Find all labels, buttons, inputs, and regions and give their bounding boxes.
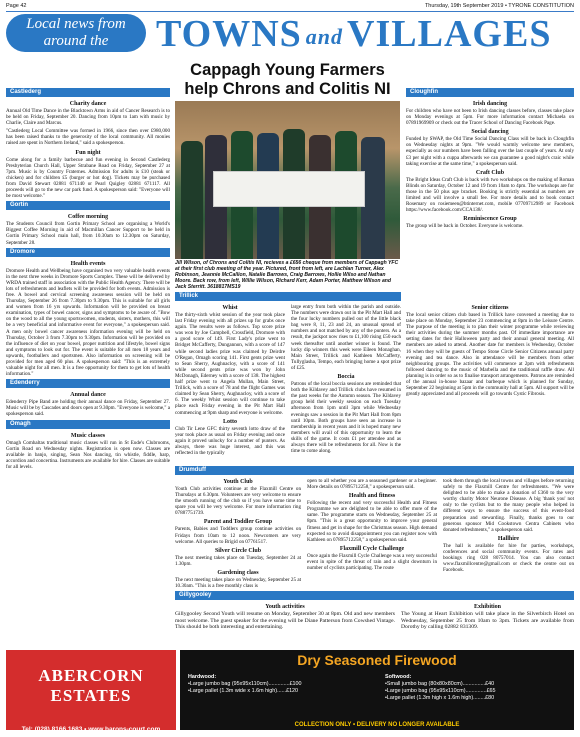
gilly-col1 xyxy=(175,603,395,633)
heading: Flaxmill Cycle Challenge xyxy=(339,545,405,552)
paragraph: Parents, Babies and Toddlers group continue activities on Fridays from 10am to 12 noon. Newcomers are very welcome. All queries to Brigid on 07761517. xyxy=(175,526,301,545)
banner-villages: VILLAGES xyxy=(347,13,552,55)
hardwood-block xyxy=(188,674,373,695)
paragraph: Omagh Comhaltas traditional music classes will run in St Eude's Clubrooms, Gortin Road on Wednesday nights. Registration is open now. Classes are available in banjo, singing, Sean Nos dancing, tin whistle, fiddle, harp, accordion and concertina. Instruments are available for hire. Classes are suitable for all levels. xyxy=(6,439,170,470)
firewood-ad[interactable] xyxy=(180,650,574,730)
heading: Senior citizens xyxy=(471,305,509,311)
paragraph: large entry from both within the parish and outside. The numbers were drawn out in the Pit Mart Hall and the four lucky numbers pulled out of the little black bag were 8, 11, 23 and 24, an unusual spread of numbers and not matched by any of the punters. As a result, the jackpot now rises to £1,100 rising £50 each week thereafter until another winner is found. The lucky dip winners this week were Eileen Monaghan, Main Street, Trillick and Kathleen McCafferty, Tullyglasha, Tempo, each bringing home a spot prize of £25. xyxy=(291,304,401,371)
section-bar-trillick: Trillick xyxy=(175,292,401,301)
softwood-heading: Softwood: xyxy=(385,674,412,680)
heading: Silver Circle Club xyxy=(214,547,262,554)
paragraph: Club Tir Lene GFC thirty seventh lotto draw of the year took place as usual on Friday evening and once again it proved unlucky for a number of punters. As always, there was huge interest, and this was reflected in the typically xyxy=(175,425,285,456)
heading: Hallhire xyxy=(497,535,520,542)
photo-caption: Jill Wilson, of Chrons and Colitis NI, recieves a £656 cheque from members of Cappagh YFC at their first club meeting of the year. Pictured, front from left, are Lachlan Turner, Alex Robinson, Jeannie McCallion, Natalie Barrows, Craig Barrows, Hollie Wilso and Nathan Moore. Back row, from left, Willie Wilson, Richard Kerr, Adam Porter, Matthew Wilson and Jack Sterritt. 3618817MS19 xyxy=(175,260,399,290)
paragraph: open to all whether you are a seasoned gardener or a beginner. More details on 07895712258," a spokesperson said. xyxy=(307,478,437,491)
paragraph: Patrons of the local boccia sessions are reminded that both the Kildavey and Trillick clubs have resumed in the past weeks for the Autumn season. The Kildavey group held their weekly session on each Tuesday afternoon from 1pm until 3pm while Wednesday evenings saw a session in the Pit Mart Hall from 8pm until 10pm. Both groups have seen an increase in membership in recent years and it is hoped many new members will avail of this opportunity to learn the skills of the game. It costs £1 per attendee and as always there will be refreshments for all. Now is the time to come along. xyxy=(291,381,401,455)
paragraph: The next meeting takes place on Tuesday, September 24 at 1.30pm. xyxy=(175,554,301,567)
paragraph: For children who have not been to Irish dancing classes before, classes take place on Monday evenings at 5pm. For more information contact Michaela on 07891969909 or check out the Tracer School of Dancing Facebook Page. xyxy=(406,108,574,127)
gilly-bar-wrap xyxy=(175,591,574,600)
heading: Youth activities xyxy=(265,604,305,610)
softwood-item: •Large pallet (1.3m high x 1.6m high)........£80 xyxy=(385,695,495,701)
paragraph: The group will be back in October. Everyone is welcome. xyxy=(406,223,524,230)
left-column xyxy=(6,86,170,472)
trillick-col1 xyxy=(175,304,285,458)
heading: Music classes xyxy=(70,432,106,439)
paragraph: Once again the Flaxmill Cycle Challenge was a very successful event in spite of the threat of rain and a slight downturn in number of cyclists participating. The route xyxy=(307,552,437,572)
section-bar-drumduff: Drumduff xyxy=(175,466,574,475)
heading: Lotto xyxy=(223,418,237,425)
paragraph: Following the recent and very successful Health and Fitness Programme we are delighted to be able to offer more of the same. The programme starts on Wednesday, September 25 at 8pm. "This is a great opportunity to improve your general fitness and get in shape for the Christmas season. High demand expected so to avoid disappointment you can register now with Kathleen on 07895712258," a spokesperson said. xyxy=(307,500,437,543)
ad-telephone: Tel: (028) 8166 1683 • www.barons-court.com xyxy=(21,726,161,733)
paragraph: Youth Club activities continue at the Flaxmill Centre on Thursdays at 6.30pm. Volunteers are very welcome to ensure the smooth running of the club so if you have some time to spare you will be very welcome. For more information ring 07887751739. xyxy=(175,486,301,517)
heading: Exhibition xyxy=(473,604,501,610)
softwood-item: •Small jumbo bag (80x80x80cm)...............£40 xyxy=(385,681,495,687)
drumduff-col1 xyxy=(175,478,301,591)
page-number: Page 42 xyxy=(6,3,27,9)
paragraph: Annual Old Time Dance in the Blacktown Arms in aid of Cancer Research is to be held on Friday, September 20. Dancing from 10pm to 1am with music by Charlie, Claire and Marcus. xyxy=(6,108,170,127)
paragraph: "Castlederg Local Committee was formed in 1966, since then over £980,000 has been raised thanks to the generosity of the local community. All monies raised are spent in Northern Ireland," said a spokesperson. xyxy=(6,128,170,147)
heading: Coffee morning xyxy=(67,214,109,221)
section-bar-castlederg: Castlederg xyxy=(6,88,170,97)
trillick-bar-wrap xyxy=(175,292,401,300)
drumduff-bar-wrap xyxy=(175,466,574,475)
heading: Parent and Toddler Group xyxy=(203,519,273,526)
right-column xyxy=(406,86,574,231)
ad-company-name: ABERCORN ESTATES xyxy=(38,666,144,705)
heading: Charity dance xyxy=(69,101,107,107)
cheque-prop xyxy=(213,171,365,207)
hardwood-heading: Hardwood: xyxy=(188,674,217,680)
section-bar-dromore: Dromore xyxy=(6,248,170,257)
heading: Craft Club xyxy=(475,169,505,176)
section-bar-gillygooley: Gillygooley xyxy=(175,591,574,600)
section-bar-cloughfin: Cloughfin xyxy=(406,88,574,97)
paragraph: The local senior citizen club based in Trillick have convened a meeting due to take place on Monday, September 23 commencing at 8pm in the Leisure Centre. The purpose of the meeting is to plan their winter programme while reviewing their activities during the summer months past. Of immediate importance are setting dates for their Halloween party and their annual general meeting. All members are asked to attend. Another date for members is Wednesday, October 16 when they will be guests of Tempo Stone Circle Senior Citizens annual party evening and tea dance. Also in attendance will be members from other neighbouring groups. The activities will commence at 2pm with refreshments followed dancing to the music of Marbella and the traditional raffle draw. All planning is in order so as to finalise transport arrangements. Patrons are reminded of the annual in-house bazaar and barbeque which is planned for Sunday, September 22 beginning at 5pm in the community hall at 5pm. All support will be greatly appreciated and all proceeds will go towards Cystic Fibrosis. xyxy=(406,312,574,398)
ad-footer: COLLECTION ONLY • DELIVERY NO LONGER AVAILABLE xyxy=(294,722,460,728)
heading: Youth Club xyxy=(223,479,253,485)
banner-pill xyxy=(6,14,146,52)
senior-col xyxy=(406,304,574,399)
paragraph: The Students Council from Gortin Primary School are organising a World's Biggest Coffee Morning in aid of Macmillan Cancer Support to be held in Gortin Primary School main hall, from 10.30am to 12.30pm on Saturday, September 28. xyxy=(6,221,170,246)
paragraph: The thirty-sixth whist session of the year took place last Friday evening with all prizes up for grabs once again. The results were as follows. Top score prize was won by Joe Campbell, Crossfield, Dromore with a good score of 149. First Lady's prize went to Bridget McCafferty, Dungannon, with a score of 147 while second ladies prize was claimed by Deirdre O'Regan, Omagh scoring 141. First gents prize went to Sean Sherry, Aughnacloy, with a score of 141 while second gents prize was won by John McDonagh, Ederney with a score of 138. The highest half prize went to Angela Mullan, Main Street, Trillick, with a score of 78 and the flight Games was claimed by Sean Sherry, Aughnacloy, with a score of 6. The weekly Whist session will continue to take place each Friday evening in the Pit Mart Hall commencing at 9pm sharp and everyone is welcome. xyxy=(175,312,285,416)
heading: Health events xyxy=(70,260,106,267)
section-bar-omagh: Omagh xyxy=(6,420,170,429)
heading: Boccia xyxy=(337,374,355,381)
gilly-col2 xyxy=(401,603,574,633)
banner-title xyxy=(156,13,551,58)
paragraph: Come along for a family barbecue and fun evening in Second Castlederg Presbyterian Church Hall, Upper Strabane Road on Friday, September 27 at 7pm. Music is by Country Fraternes. Admission for adults is £10 (steak or chicken) and for children £5 (burger or hot dog). Tickets may be purchased from David Stewart 02881 671140 or Pearl Quigley 02881 671117. All proceeds will go to the new car park fund. A spokesperson said: "Everyone will be most welcome." xyxy=(6,156,170,200)
section-banner xyxy=(6,13,574,55)
heading: Whist xyxy=(222,305,238,311)
paragraph: Edenderry Pipe Band are holding their annual dance on Friday, September 27. Music will be by Cascades and doors open at 9.30pm. "Everyone is welcome," a spokesperson said. xyxy=(6,399,171,418)
paragraph: Dromore Health and Wellbeing have organised two very valuable health events in the next three weeks in Dromore Sports Complex. These will be delivered by WRDA trained staff in association with the Public Health Agency. There will be lots of refreshments and leaflets will be provided for both events. Admission is free. A bowel and cervical screening awareness session will be held on Thursday, September 26 from 7.30pm to 9.30pm. This is suitable for all girls and women from 16 yrs upwards. Information will be provided on breast examination, types of bowel cancer, signs and symptoms to be aware of. "Bow on the wood to all the young sportswomen, students, sisters, mothers, this will be a very beneficial and informative event for everyone," a spokesperson said. A men only bowel cancer awareness information evening will be held on Thursday, October 3 from 7.30pm to 9.30pm. Information will be provided on the influence of diet on your bowel, proper nutrition and lifestyle, bowel signs and symptoms to look out for. The event is suitable for all men 18 years and upwards, footballers and sportsmen. Also information on screening will be provided for men aged 60 plus. A spokesperson said: "This is an extremely valuable night for all men. It is a free opportunity for them to get lots of health information." xyxy=(6,267,170,378)
abercorn-estates-ad[interactable] xyxy=(6,650,176,733)
trillick-col2 xyxy=(291,304,401,456)
heading: Health and fitness xyxy=(348,493,396,500)
issue-date: Thursday, 19th September 2019 • TYRONE CONSTITUTION xyxy=(424,3,574,9)
page-header-line xyxy=(6,2,574,12)
paragraph: took them through the local towns and villages before returning safely to the Flaxmill Centre for refreshments. "We were delighted to be able to make a donation of £360 to the very worthy charity Motor Neurone Disease. A big 'thank you' not only to the cyclists but to the many people who helped in different ways to ensure the success of this event-food preparation and stewarding. Finally, thanks goes to our generous sponsor Mid Cookstown Centra Cabinets who donated refreshments," a spokesperson said. xyxy=(443,478,574,533)
ad-title: Dry Seasoned Firewood xyxy=(297,652,457,668)
paragraph: The next meeting takes place on Wednesday, September 25 at 10.30am. "This is a free monthly class is xyxy=(175,576,301,590)
banner-line1: Local news from xyxy=(26,16,126,32)
section-bar-edenderry: Edenderry xyxy=(6,379,170,388)
heading: Irish dancing xyxy=(472,101,508,107)
heading: Social dancing xyxy=(471,129,509,136)
heading: Fun night xyxy=(75,149,101,156)
paragraph: The hall is available for hire for parties, workshops, conferences and social community events. For rates and bookings ring 028 80757014. You can also contact www.flaxmillcentre@gmail.com or check the centre out on Facebook. xyxy=(443,542,574,574)
heading: Reminiscence Group xyxy=(463,216,517,223)
paragraph: Gillygooley Second Youth will resume on Monday, September 30 at 8pm. Old and new members most welcome. The guest speaker for the evening will be Diane Patterson from Cowshed Vintage. This should be both interesting and entertaining. xyxy=(175,611,395,631)
drumduff-col2 xyxy=(307,478,437,573)
drumduff-col3 xyxy=(443,478,574,575)
banner-line2: around the xyxy=(43,33,109,49)
hardwood-item: •Large pallet (1.3m wide x 1.6m high)......£120 xyxy=(188,688,299,694)
hardwood-item: •Large jumbo bag (95x95x110cm)..............£100 xyxy=(188,681,302,687)
softwood-block xyxy=(385,674,570,702)
banner-towns: TOWNS xyxy=(156,13,302,55)
heading: Annual dance xyxy=(70,392,106,399)
paragraph: The Bright Ideas Craft Club is back with two workshops on the making of Roman Blinds on Saturday, October 12 and 19 from 10am to 4pm. The workshops are for those in the 50 plus age bracket. Booking is strictly essential as numbers are limited and will involve a small fee. For more details and to book contact Rosemary on rosiemeen@btinternet.com, mobile 07709712989 or Facebook https://www.facebook.com/CCA138/. xyxy=(406,176,574,214)
paragraph: Funded by SWAP, the Old Time Social Dancing Class will be back in Cloughfin on Wednesday nights at 9pm. "We would warmly welcome new members, especially as our numbers have been falling over the last couple of years. At only £3 per night with a cuppa afterwards we can guarantee a good night's craic while taking exercise at the same time," a spokesperson said. xyxy=(406,136,574,167)
paragraph: The Young at Heart Exhibition will take place in the Silverbirch Hotel on Wednesday, September 25 from 10am to 3pm. Tickets are available from Dorothy by calling 02882 831309. xyxy=(401,611,574,631)
softwood-item: •Large jumbo bag (95x95x110cm)..............£65 xyxy=(385,688,496,694)
section-bar-gortin: Gortin xyxy=(6,201,170,210)
banner-amp: and xyxy=(305,24,344,50)
heading: Gardening class xyxy=(217,569,259,576)
main-headline: Cappagh Young Farmers help Chrons and Colitis NI xyxy=(184,61,391,98)
group-photo xyxy=(175,101,400,259)
